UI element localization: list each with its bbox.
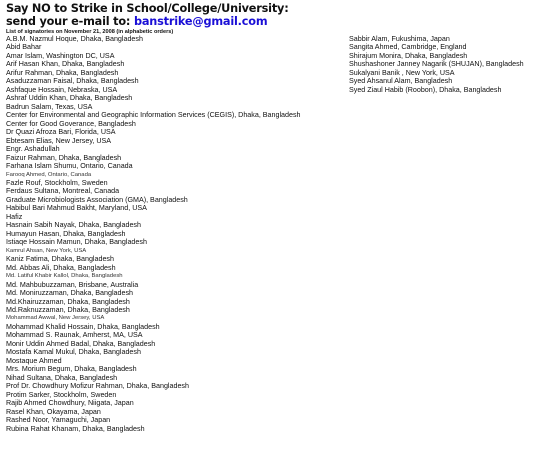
signatory-item: Center for Good Goverance, Bangladesh [6,119,136,128]
signatory-item: Md. Abbas Ali, Dhaka, Bangladesh [6,263,116,272]
signatory-list-left [6,35,301,433]
signatory-item: Habibul Bari Mahmud Bakht, Maryland, USA [6,204,147,213]
signatory-list-subtitle: List of signatories on November 21, 2008 (in alphabetic orders) [6,28,174,35]
signatory-item: Prof Dr. Chowdhury Mofizur Rahman, Dhaka, Bangladesh [6,382,189,391]
signatory-item: Rasel Khan, Okayama, Japan [6,407,101,416]
signatory-item: Ashraf Uddin Khan, Dhaka, Bangladesh [6,94,133,103]
signatory-item: Syed Ziaul Habib (Roobon), Dhaka, Bangladesh [349,85,502,94]
signatory-item: Nihad Sultana, Dhaka, Bangladesh [6,373,118,382]
signatory-item: Shushashoner Janney Nagarik (SHUJAN), Bangladesh [349,60,524,69]
signatory-item: Mohammad Khalid Hossain, Dhaka, Bangladesh [6,322,160,331]
signatory-item: Abid Bahar [6,43,42,52]
signatory-item: Graduate Microbiologists Association (GMA), Bangladesh [6,195,188,204]
signatory-item: Farooq Ahmed, Ontario, Canada [6,171,92,178]
signatory-item: Mrs. Morium Begum, Dhaka, Bangladesh [6,365,137,374]
signatory-item: Asaduzzaman Faisal, Dhaka, Bangladesh [6,77,139,86]
signatory-item: Dr Quazi Afroza Bari, Florida, USA [6,128,116,137]
signatory-item: Md. Mahbubuzzaman, Brisbane, Australia [6,280,139,289]
signatory-item: Sabbir Alam, Fukushima, Japan [349,35,450,43]
signatory-item: Mostafa Kamal Mukul, Dhaka, Bangladesh [6,348,141,357]
signatory-item: Ashfaque Hossain, Nebraska, USA [6,85,118,94]
signatory-item: A.B.M. Nazmul Hoque, Dhaka, Bangladesh [6,35,143,43]
signatory-item: Md. Moniruzzaman, Dhaka, Bangladesh [6,289,134,298]
signatory-item: Sukalyani Banik , New York, USA [349,68,455,77]
signatory-item: Md. Latiful Khabir Kallol, Dhaka, Bangladesh [6,273,123,280]
signatory-item: Arifur Rahman, Dhaka, Bangladesh [6,68,119,77]
signatory-item: Protim Sarker, Stockholm, Sweden [6,390,117,399]
signatory-item: Syed Ahsanul Alam, Bangladesh [349,77,453,86]
signatory-item: Md.Khairuzzaman, Dhaka, Bangladesh [6,297,130,306]
signatory-item: Humayun Hasan, Dhaka, Bangladesh [6,229,126,238]
signatory-item: Fazle Rouf, Stockholm, Sweden [6,178,108,187]
signatory-item: Hafiz [6,212,23,221]
signatory-item: Farhana Islam Shumu, Ontario, Canada [6,162,133,171]
signatory-item: Kamrul Ahsan, New York, USA [6,247,87,254]
signatory-item: Amar Islam, Washington DC, USA [6,51,115,60]
signatory-item: Ebtesam Elias, New Jersey, USA [6,136,112,145]
signatory-list-right [349,35,524,94]
signatory-item: Monir Uddin Ahmed Badal, Dhaka, Bangladesh [6,339,156,348]
signatory-item: Shirajum Monira, Dhaka, Bangladesh [349,51,468,60]
email-instruction-label: send your e-mail to: [6,15,134,28]
signatory-item: Sangita Ahmed, Cambridge, England [349,43,467,52]
signatory-item: Md.Raknuzzaman, Dhaka, Bangladesh [6,306,130,314]
signatory-item: Ferdaus Sultana, Montreal, Canada [6,187,120,196]
signatory-item: Center for Environmental and Geographic Information Services (CEGIS), Dhaka, Bangladesh [6,111,301,120]
signatory-item: Istiaqe Hossain Mamun, Dhaka, Bangladesh [6,238,147,247]
signatory-item: Mostaque Ahmed [6,356,62,365]
signatory-item: Rubina Rahat Khanam, Dhaka, Bangladesh [6,424,145,433]
email-address-link[interactable]: banstrike@gmail.com [133,15,268,28]
signatory-item: Mohammad S. Raunak, Amherst, MA, USA [6,331,143,340]
signatory-item: Rajib Ahmed Chowdhury, Niigata, Japan [6,399,134,408]
signatory-item: Faizur Rahman, Dhaka, Bangladesh [6,153,122,162]
signatory-item: Arif Hasan Khan, Dhaka, Bangladesh [6,60,125,69]
signatory-item: Kaniz Fatima, Dhaka, Bangladesh [6,255,114,264]
headline: Say NO to Strike in School/College/University: [6,2,289,15]
signatory-item: Rashed Noor, Yamaguchi, Japan [6,416,111,425]
email-instruction [6,15,267,28]
signatory-item: Hasnain Sabih Nayak, Dhaka, Bangladesh [6,221,141,230]
signatory-item: Engr. Ashadullah [6,145,60,154]
signatory-item: Badrun Salam, Texas, USA [6,102,93,111]
signatory-item: Mohammad Awwal, New Jersey, USA [6,315,105,322]
